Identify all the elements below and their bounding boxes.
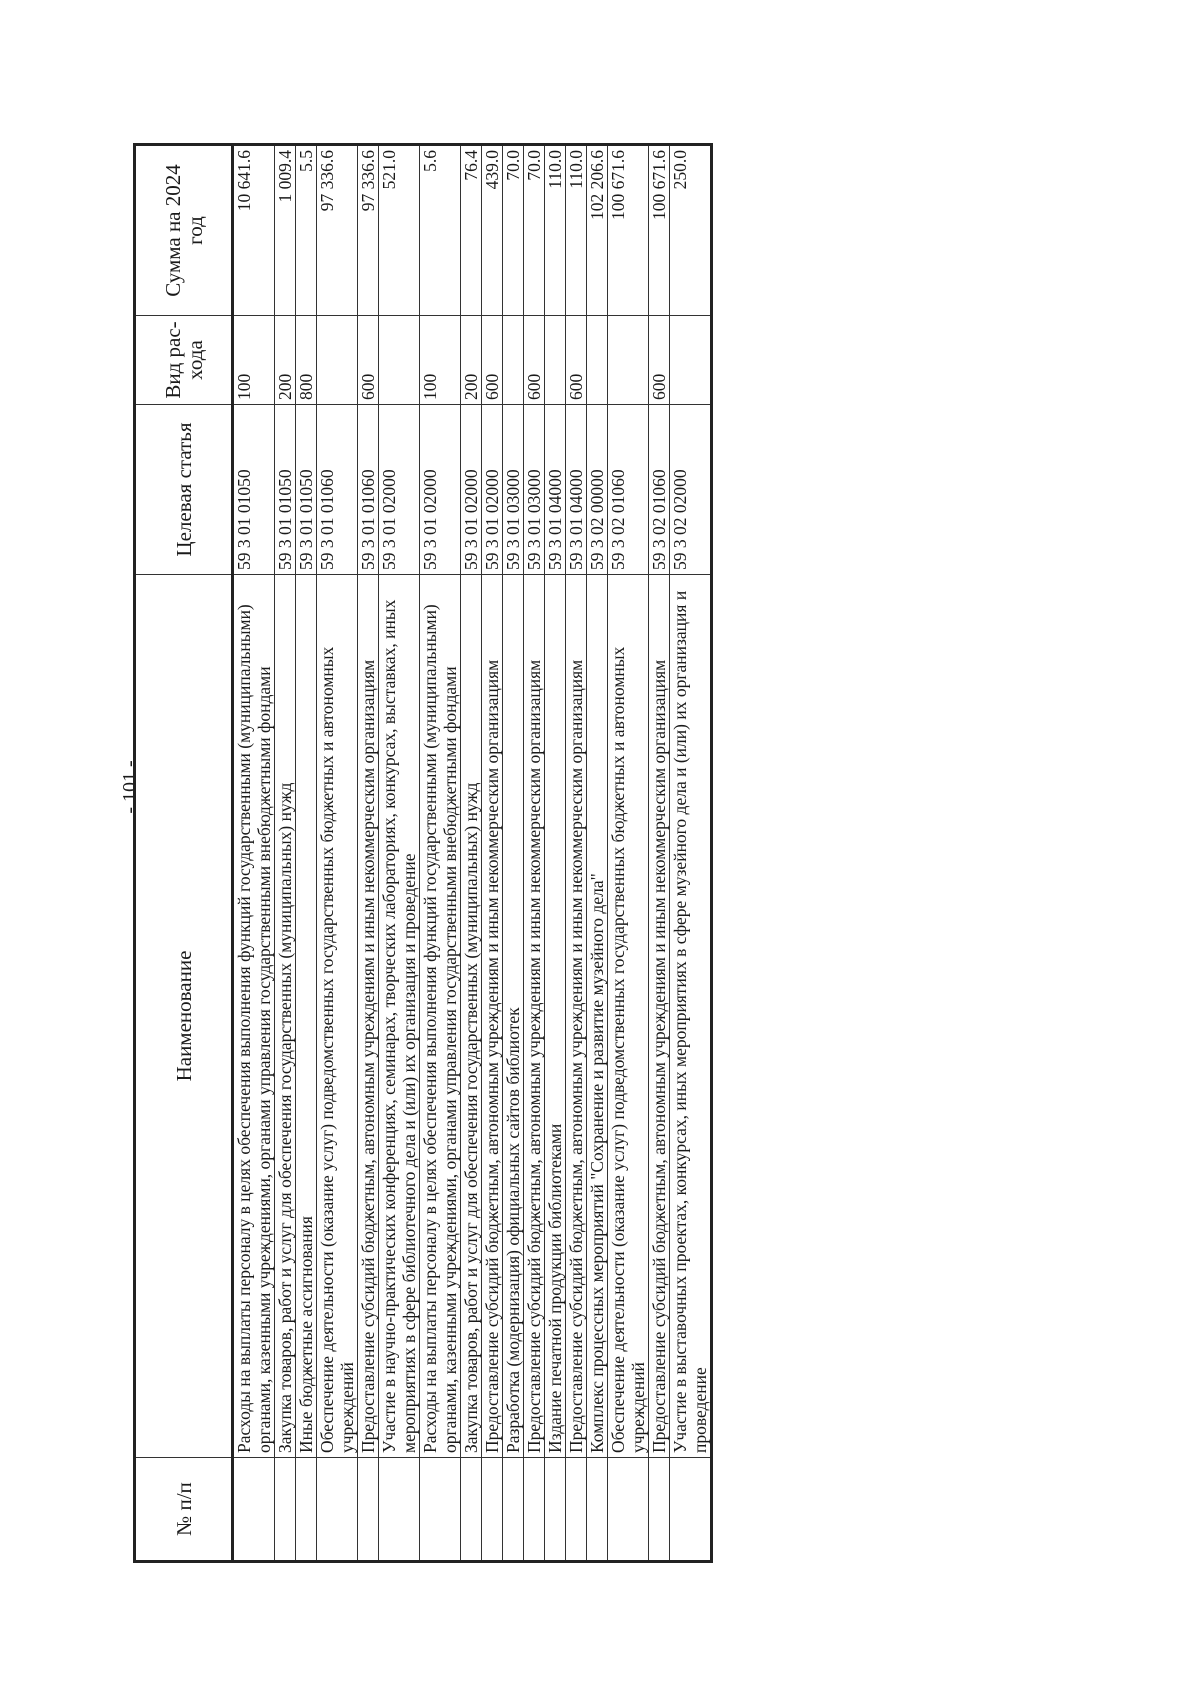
row-num — [358, 1458, 379, 1562]
header-sum: Сумма на 2024 год — [135, 145, 233, 316]
table-row — [420, 145, 461, 1562]
header-row — [135, 145, 233, 1562]
row-code: 59 3 02 01060 — [608, 405, 649, 575]
row-type: 200 — [461, 316, 482, 405]
header-type: Вид рас- хода — [135, 316, 233, 405]
table-row — [379, 145, 420, 1562]
row-name: Иные бюджетные ассигнования — [296, 575, 317, 1458]
rotated-sheet — [133, 146, 1035, 1563]
row-name: Обеспечение деятельности (оказание услуг) подведомственных государственных бюджетных и автономных учреждений — [608, 575, 649, 1458]
row-sum: 102 206.6 — [587, 145, 608, 316]
row-type — [608, 316, 649, 405]
row-type — [545, 316, 566, 405]
page-number: - 101 - — [119, 760, 141, 814]
row-sum: 76.4 — [461, 145, 482, 316]
row-code: 59 3 02 02000 — [670, 405, 712, 575]
row-sum: 110.0 — [545, 145, 566, 316]
row-code: 59 3 01 02000 — [420, 405, 461, 575]
row-num — [503, 1458, 524, 1562]
row-num — [482, 1458, 503, 1562]
row-type: 600 — [358, 316, 379, 405]
row-code: 59 3 02 00000 — [587, 405, 608, 575]
row-sum: 97 336.6 — [317, 145, 358, 316]
row-sum: 1 009.4 — [275, 145, 296, 316]
row-name: Предоставление субсидий бюджетным, автономным учреждениям и иным некоммерческим организациям — [358, 575, 379, 1458]
row-name: Участие в выставочных проектах, конкурсах, иных мероприятиях в сфере музейного дела и (или) их организация и проведение — [670, 575, 712, 1458]
table-row — [587, 145, 608, 1562]
row-type — [379, 316, 420, 405]
row-sum: 439.0 — [482, 145, 503, 316]
table-row — [566, 145, 587, 1562]
table-row — [545, 145, 566, 1562]
row-type — [670, 316, 712, 405]
row-num — [461, 1458, 482, 1562]
row-type: 600 — [524, 316, 545, 405]
row-sum: 70.0 — [524, 145, 545, 316]
row-name: Предоставление субсидий бюджетным, автономным учреждениям и иным некоммерческим организациям — [524, 575, 545, 1458]
row-name: Издание печатной продукции библиотеками — [545, 575, 566, 1458]
row-sum: 250.0 — [670, 145, 712, 316]
row-code: 59 3 01 01050 — [275, 405, 296, 575]
row-num — [608, 1458, 649, 1562]
row-num — [379, 1458, 420, 1562]
row-type — [503, 316, 524, 405]
row-type: 600 — [649, 316, 670, 405]
row-code: 59 3 01 01050 — [233, 405, 275, 575]
row-name: Разработка (модернизация) официальных сайтов библиотек — [503, 575, 524, 1458]
row-name: Расходы на выплаты персоналу в целях обеспечения выполнения функций государственными (муниципальными) органами, казенными учреждениями, органами управления государственными внебюджетными фондами — [233, 575, 275, 1458]
row-type: 100 — [420, 316, 461, 405]
row-sum: 10 641.6 — [233, 145, 275, 316]
row-name: Обеспечение деятельности (оказание услуг) подведомственных государственных бюджетных и автономных учреждений — [317, 575, 358, 1458]
row-code: 59 3 01 01050 — [296, 405, 317, 575]
row-type — [317, 316, 358, 405]
row-name: Расходы на выплаты персоналу в целях обеспечения выполнения функций государственными (муниципальными) органами, казенными учреждениями, органами управления государственными внебюджетными фондами — [420, 575, 461, 1458]
row-name: Участие в научно-практических конференциях, семинарах, творческих лабораториях, конкурсах, выставках, иных мероприятиях в сфере библиотечного дела и (или) их организация и проведение — [379, 575, 420, 1458]
table-row — [275, 145, 296, 1562]
row-num — [545, 1458, 566, 1562]
table-row — [233, 145, 275, 1562]
row-code: 59 3 01 03000 — [524, 405, 545, 575]
table-row — [670, 145, 712, 1562]
row-sum: 70.0 — [503, 145, 524, 316]
table-row — [649, 145, 670, 1562]
table-row — [461, 145, 482, 1562]
row-code: 59 3 01 01060 — [358, 405, 379, 575]
row-name: Предоставление субсидий бюджетным, автономным учреждениям и иным некоммерческим организациям — [566, 575, 587, 1458]
table-row — [524, 145, 545, 1562]
row-type: 200 — [275, 316, 296, 405]
row-name: Предоставление субсидий бюджетным, автономным учреждениям и иным некоммерческим организациям — [649, 575, 670, 1458]
table-row — [358, 145, 379, 1562]
row-num — [317, 1458, 358, 1562]
row-num — [587, 1458, 608, 1562]
row-num — [524, 1458, 545, 1562]
row-num — [420, 1458, 461, 1562]
row-sum: 5.6 — [420, 145, 461, 316]
header-num: № п/п — [135, 1458, 233, 1562]
row-name: Предоставление субсидий бюджетным, автономным учреждениям и иным некоммерческим организациям — [482, 575, 503, 1458]
row-sum: 5.5 — [296, 145, 317, 316]
row-num — [296, 1458, 317, 1562]
table-row — [317, 145, 358, 1562]
row-num — [649, 1458, 670, 1562]
row-sum: 100 671.6 — [649, 145, 670, 316]
row-code: 59 3 02 01060 — [649, 405, 670, 575]
table-row — [608, 145, 649, 1562]
row-type — [587, 316, 608, 405]
row-type: 800 — [296, 316, 317, 405]
row-num — [275, 1458, 296, 1562]
row-sum: 97 336.6 — [358, 145, 379, 316]
row-code: 59 3 01 04000 — [545, 405, 566, 575]
row-num — [233, 1458, 275, 1562]
row-code: 59 3 01 04000 — [566, 405, 587, 575]
row-code: 59 3 01 02000 — [461, 405, 482, 575]
row-name: Закупка товаров, работ и услуг для обеспечения государственных (муниципальных) нужд — [275, 575, 296, 1458]
row-code: 59 3 01 01060 — [317, 405, 358, 575]
row-sum: 521.0 — [379, 145, 420, 316]
row-num — [566, 1458, 587, 1562]
row-num — [670, 1458, 712, 1562]
row-type: 100 — [233, 316, 275, 405]
row-code: 59 3 01 03000 — [503, 405, 524, 575]
budget-table — [133, 143, 713, 1563]
row-name: Комплекс процессных мероприятий "Сохранение и развитие музейного дела" — [587, 575, 608, 1458]
row-sum: 100 671.6 — [608, 145, 649, 316]
row-sum: 110.0 — [566, 145, 587, 316]
header-name: Наименование — [135, 575, 233, 1458]
table-row — [482, 145, 503, 1562]
row-type: 600 — [566, 316, 587, 405]
table-body — [233, 145, 712, 1562]
header-code: Целевая статья — [135, 405, 233, 575]
table-row — [503, 145, 524, 1562]
row-type: 600 — [482, 316, 503, 405]
row-code: 59 3 01 02000 — [379, 405, 420, 575]
row-code: 59 3 01 02000 — [482, 405, 503, 575]
table-row — [296, 145, 317, 1562]
row-name: Закупка товаров, работ и услуг для обеспечения государственных (муниципальных) нужд — [461, 575, 482, 1458]
